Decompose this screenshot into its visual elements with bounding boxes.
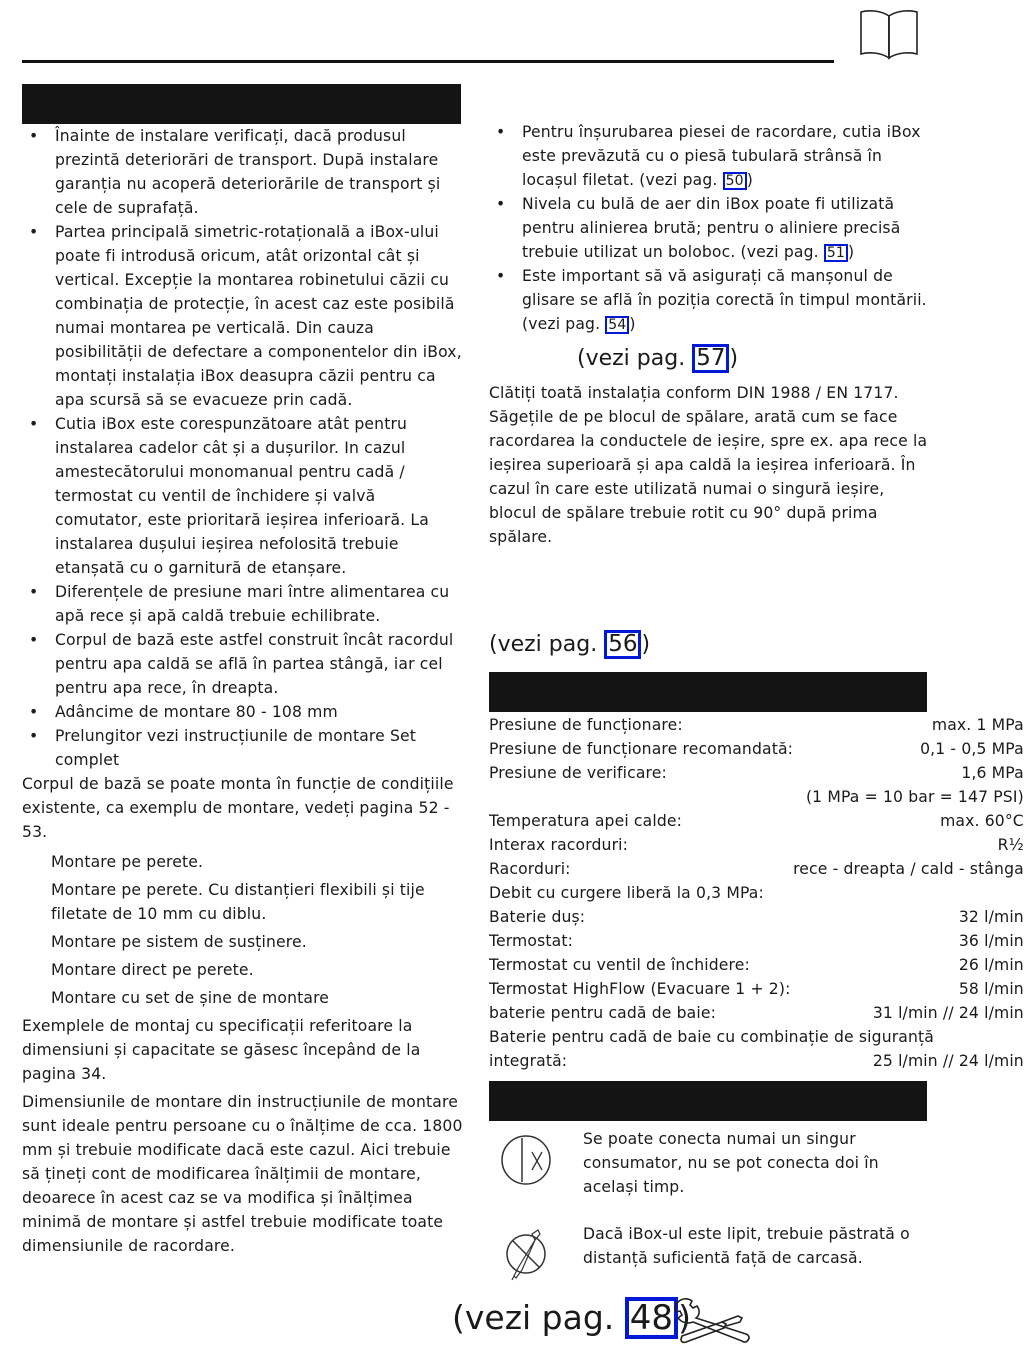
spec-label: Termostat: [489, 932, 573, 950]
mount-option: Montare pe perete. [51, 853, 204, 871]
list-item: • Prelungitor vezi instrucțiunile de montare Set complet [22, 724, 464, 772]
section-header-bar-left [22, 84, 461, 124]
spec-value: 36 l/min [958, 932, 1024, 950]
spec-label: Interax racorduri: [489, 836, 629, 854]
page-ref-56: (vezi pag. 56 ) [489, 631, 651, 657]
spec-value: 25 l/min // 24 l/min [872, 1052, 1024, 1070]
mount-option: Montare pe sistem de susținere. [51, 933, 307, 951]
table-row [489, 737, 1024, 761]
spec-label: Baterie pentru cadă de baie cu combinație de siguranță [489, 1028, 935, 1046]
page-ref-link[interactable]: 56 [604, 630, 641, 659]
table-row [489, 929, 1024, 953]
spec-value: 32 l/min [958, 908, 1024, 926]
page-ref-link[interactable]: 57 [692, 344, 729, 373]
section-header-bar-notes [489, 1081, 927, 1121]
spec-label: Racorduri: [489, 860, 571, 878]
list-item: • Înainte de instalare verificați, dacă produsul prezintă deteriorări de transport. După instalare garanția nu acoperă deteriorările de transport și cele de suprafață. [22, 124, 464, 220]
table-row [489, 905, 1024, 929]
spec-value: 58 l/min [958, 980, 1024, 998]
list-item: • Este important să vă asigurați că manșonul de glisare se află în poziția corectă în timpul montării. (vezi pag. 54 ) [489, 264, 931, 336]
spec-label: Presiune de funcționare recomandată: [489, 740, 794, 758]
mount-option: Montare pe perete. Cu distanțieri flexibili și tije filetate de 10 mm cu diblu. [51, 881, 425, 923]
table-row [489, 713, 1024, 737]
spec-label: Termostat HighFlow (Evacuare 1 + 2): [489, 980, 791, 998]
spec-value: 26 l/min [958, 956, 1024, 974]
flushing-paragraph: Clătiți toată instalația conform DIN 1988 / EN 1717. Săgețile de pe blocul de spălare, arată cum se face racordarea la conductele de ieșire, spre ex. apa rece la ieșirea superioară și apa caldă la ieșirea inferioară. În cazul în care este utilizată numai o singură ieșire, blocul de spălare trebuie rotit cu 90° după prima spălare. [489, 384, 928, 546]
spec-label: Presiune de verificare: [489, 764, 667, 782]
header-rule [22, 60, 834, 63]
spec-label: baterie pentru cadă de baie: [489, 1004, 717, 1022]
footer-page-ref: (vezi pag. 48 ) [452, 1298, 691, 1338]
table-row [489, 833, 1024, 857]
page-ref-link[interactable]: 51 [824, 244, 848, 262]
technical-specs [489, 713, 1024, 1073]
section-header-bar-specs [489, 672, 927, 712]
page-ref-link[interactable]: 54 [605, 316, 629, 334]
mount-options-list [22, 850, 464, 1010]
table-row [489, 881, 1024, 905]
spec-value: (1 MPa = 10 bar = 147 PSI) [805, 788, 1024, 806]
open-book-icon [858, 8, 920, 60]
single-consumer-icon [498, 1132, 554, 1188]
table-row [489, 857, 1024, 881]
table-row [489, 785, 1024, 809]
spec-value [793, 881, 1024, 905]
spec-label: Temperatura apei calde: [489, 812, 683, 830]
mount-option: Montare cu set de șine de montare [51, 989, 330, 1007]
mounting-intro: Corpul de bază se poate monta în funcție de condițiile existente, ca exemplu de montare, vedeți pagina 52 - 53. [22, 775, 454, 841]
table-row [489, 761, 1024, 785]
spec-label: Presiune de funcționare: [489, 716, 683, 734]
right-column-top [489, 120, 931, 336]
instructions-list [22, 124, 464, 772]
list-item: • Corpul de bază este astfel construit încât racordul pentru apa caldă se află în partea stângă, iar cel pentru apa rece, în dreapta. [22, 628, 464, 700]
page-ref-link[interactable]: 50 [723, 172, 747, 190]
mount-option: Montare direct pe perete. [51, 961, 254, 979]
examples-paragraph: Exemplele de montaj cu specificații referitoare la dimensiuni și capacitate se găsesc începând de la pagina 34. [22, 1017, 421, 1083]
spec-value: 31 l/min // 24 l/min [872, 1004, 1024, 1022]
spec-label: integrată: [489, 1052, 568, 1070]
list-item: • Partea principală simetric-rotațională a iBox-ului poate fi introdusă oricum, atât orizontal cât și vertical. Excepție la montarea robinetului căzii cu combinația de protecție, în acest caz este posibilă numai montarea pe verticală. Din cauza posibilității de defectare a componentelor din iBox, montați instalația iBox deasupra căzii pentru ca apa scursă să se evacueze prin cadă. [22, 220, 464, 412]
list-item: • Pentru înșurubarea piesei de racordare, cutia iBox este prevăzută cu o piesă tubulară strânsă în locașul filetat. (vezi pag. 50 ) [489, 120, 931, 192]
list-item: • Adâncime de montare 80 - 108 mm [22, 700, 464, 724]
table-row [489, 809, 1024, 833]
table-row [489, 1025, 1024, 1049]
spec-value: 0,1 - 0,5 MPa [920, 740, 1024, 758]
spec-value: max. 1 MPa [931, 716, 1024, 734]
list-item: • Cutia iBox este corespunzătoare atât pentru instalarea cadelor cât și a dușurilor. In cazul amestecătorului monomanual pentru cadă / termostat cu ventil de închidere și valvă comutator, este prioritară ieșirea inferioară. La instalarea dușului ieșirea nefolosită trebuie etanșată cu o garnitură de etanșare. [22, 412, 464, 580]
spec-label: Termostat cu ventil de închidere: [489, 956, 750, 974]
spec-label [489, 785, 793, 809]
note-single-consumer: Se poate conecta numai un singur consumator, nu se pot conecta doi în același timp. [583, 1130, 879, 1196]
specs-table [489, 713, 1024, 1073]
no-silicone-icon [502, 1226, 552, 1282]
list-item: • Diferențele de presiune mari între alimentarea cu apă rece și apă caldă trebuie echilibrate. [22, 580, 464, 628]
spec-value: rece - dreapta / cald - stânga [793, 860, 1024, 878]
spec-value: 1,6 MPa [961, 764, 1024, 782]
left-column [22, 124, 464, 1258]
spec-label: Baterie duș: [489, 908, 586, 926]
ibox-notes-list [489, 120, 931, 336]
page-ref-link[interactable]: 48 [625, 1297, 678, 1339]
dimensions-paragraph: Dimensiunile de montare din instrucțiunile de montare sunt ideale pentru persoane cu o înălțime de cca. 1800 mm și trebuie modificate dacă este cazul. Aici trebuie să țineți cont de modificarea înălțimii de montare, deoarece în acest caz se va modifica și înălțimea minimă de montare și astfel trebuie modificate toate dimensiunile de racordare. [22, 1093, 463, 1255]
wrench-screwdriver-icon [672, 1296, 752, 1346]
spec-value: R½ [997, 836, 1024, 854]
table-row [489, 953, 1024, 977]
table-row [489, 1049, 1024, 1073]
spec-label: Debit cu curgere liberă la 0,3 MPa: [489, 884, 764, 902]
spec-value: max. 60°C [940, 812, 1024, 830]
note-distance: Dacă iBox-ul este lipit, trebuie păstrată o distanță suficientă față de carcasă. [583, 1225, 910, 1267]
list-item: • Nivela cu bulă de aer din iBox poate fi utilizată pentru alinierea brută; pentru o aliniere precisă trebuie utilizat un boloboc. (vezi pag. 51 ) [489, 192, 931, 264]
table-row [489, 977, 1024, 1001]
page-ref-57: (vezi pag. 57 ) [577, 345, 739, 371]
table-row [489, 1001, 1024, 1025]
